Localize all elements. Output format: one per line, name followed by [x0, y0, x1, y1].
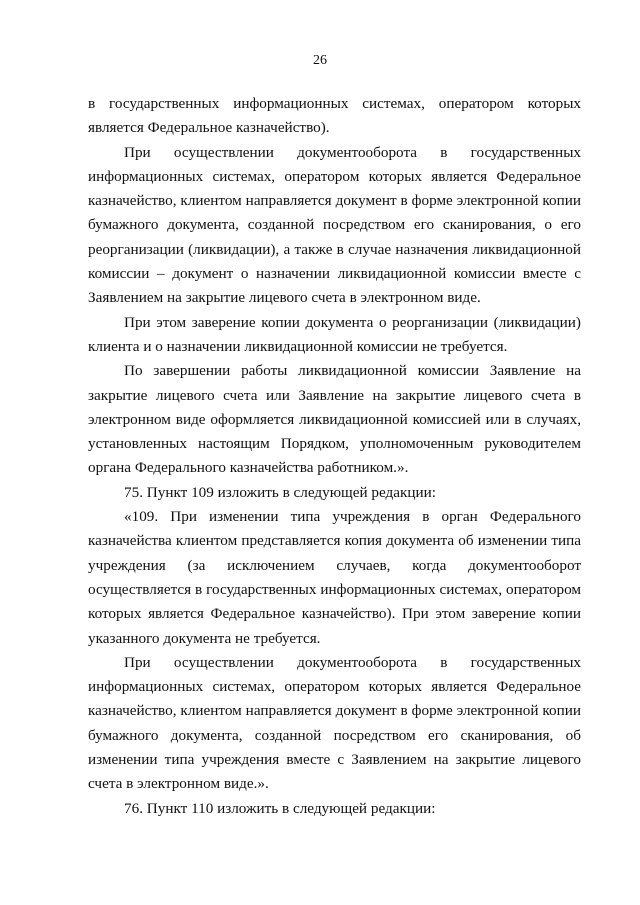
paragraph-clause-109: «109. При изменении типа учреждения в орган Федерального казначейства клиентом представляется копия документа об изменении типа учреждения (за исключением случаев, когда документооборот осуществляется в государственных информационных системах, оператором которых является Федеральное казначейство). При этом заверение копии указанного документа не требуется. [88, 508, 581, 647]
paragraph-document-flow-type-change: При осуществлении документооборота в государственных информационных системах, оператором которых является Федеральное казначейство, клиентом направляется документ в форме электронной копии бумажного документа, созданной посредством его сканирования, об изменении типа учреждения вместе с Заявлением на закрытие лицевого счета в электронном виде.». [88, 653, 581, 793]
paragraph-document-flow-reorganization: При осуществлении документооборота в государственных информационных системах, оператором которых является Федеральное казначейство, клиентом направляется документ в форме электронной копии бумажного документа, созданной посредством его сканирования, о его реорганизации (ликвидации), а также в случае назначения ликвидационной комиссии – документ о назначении ликвидационной комиссии вместе с Заявлением на закрытие лицевого счета в электронном виде. [88, 143, 581, 307]
paragraph-item-75-heading: 75. Пункт 109 изложить в следующей редакции: [124, 483, 437, 501]
paragraph-certification-not-required: При этом заверение копии документа о реорганизации (ликвидации) клиента и о назначении ликвидационной комиссии не требуется. [88, 313, 581, 355]
document-body [88, 92, 581, 821]
paragraph-continuation: в государственных информационных системах, оператором которых является Федеральное казначейство). [88, 95, 581, 137]
page-number: 26 [313, 53, 327, 68]
paragraph-item-76-heading: 76. Пункт 110 изложить в следующей редакции: [124, 799, 436, 817]
paragraph-liquidation-completion: По завершении работы ликвидационной комиссии Заявление на закрытие лицевого счета или Заявление на закрытие лицевого счета в электронном виде оформляется ликвидационной комиссией или в случаях, установленных настоящим Порядком, уполномоченным руководителем органа Федерального казначейства работником.». [88, 362, 581, 477]
